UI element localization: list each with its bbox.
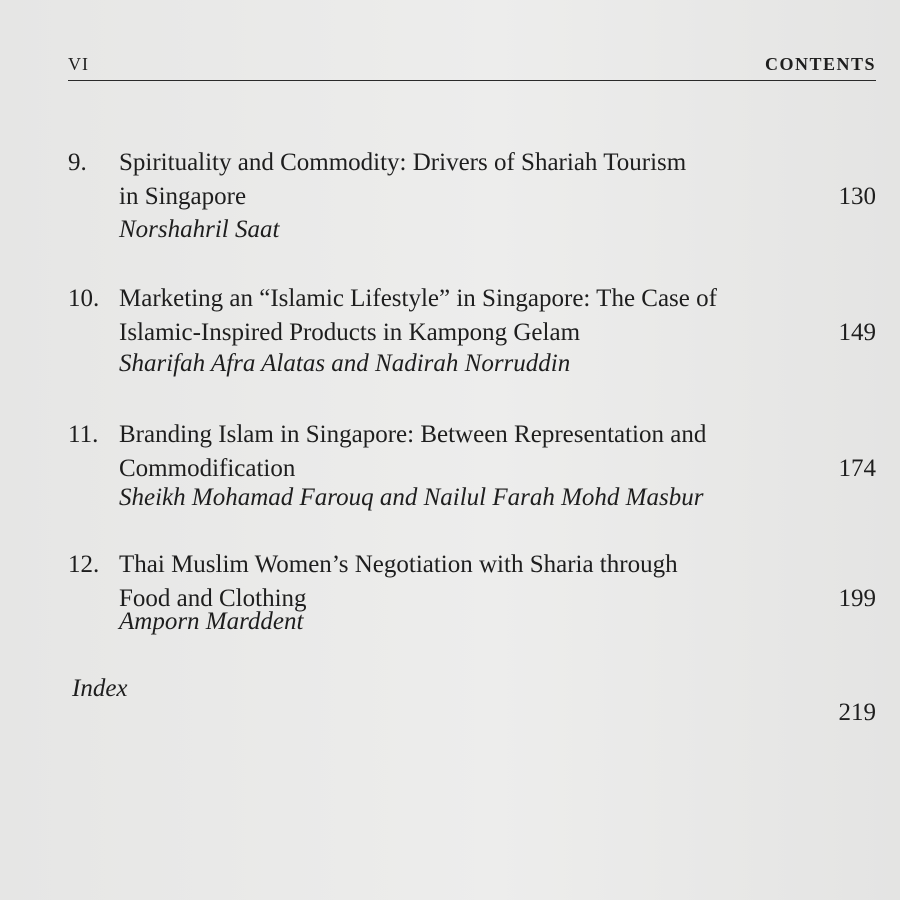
chapter-title: [119, 418, 819, 486]
toc-entry: [68, 146, 876, 246]
chapter-number: 10.: [68, 285, 100, 312]
chapter-title-line: in Singapore: [119, 183, 247, 210]
chapter-number: 11.: [68, 421, 99, 448]
chapter-number: 12.: [68, 551, 100, 578]
chapter-title: [119, 282, 819, 350]
chapter-title-line: Branding Islam in Singapore: Between Representation and: [119, 421, 707, 448]
chapter-author: Norshahril Saat: [119, 216, 280, 243]
chapter-title: [119, 146, 819, 214]
chapter-author: Sheikh Mohamad Farouq and Nailul Farah Mohd Masbur: [119, 484, 704, 511]
bleed-through-text: [60, 150, 860, 890]
toc-entry: [68, 418, 876, 518]
chapter-author: Amporn Marddent: [119, 608, 304, 635]
running-head: CONTENTS: [764, 54, 876, 74]
chapter-author: Sharifah Afra Alatas and Nadirah Norruddin: [119, 350, 571, 377]
chapter-page-number: 199: [838, 585, 876, 612]
index-page-number: 219: [838, 699, 876, 726]
index-label: Index: [72, 675, 128, 702]
toc-entry: [68, 548, 876, 648]
page-number-roman: VI: [68, 54, 89, 74]
chapter-page-number: 149: [838, 319, 876, 346]
page-header: [68, 52, 876, 82]
toc-entry: [68, 282, 876, 382]
chapter-title-line: Thai Muslim Women’s Negotiation with Sharia through: [119, 551, 678, 578]
chapter-title-line: Commodification: [119, 455, 296, 482]
header-rule: [68, 80, 876, 81]
chapter-title-line: Spirituality and Commodity: Drivers of Shariah Tourism: [119, 149, 687, 176]
chapter-page-number: 130: [838, 183, 876, 210]
chapter-page-number: 174: [838, 455, 876, 482]
chapter-title-line: Food and Clothing: [119, 585, 307, 612]
chapter-number: 9.: [68, 149, 87, 176]
chapter-title-line: Islamic-Inspired Products in Kampong Gelam: [119, 319, 581, 346]
chapter-title-line: Marketing an “Islamic Lifestyle” in Singapore: The Case of: [119, 285, 717, 312]
